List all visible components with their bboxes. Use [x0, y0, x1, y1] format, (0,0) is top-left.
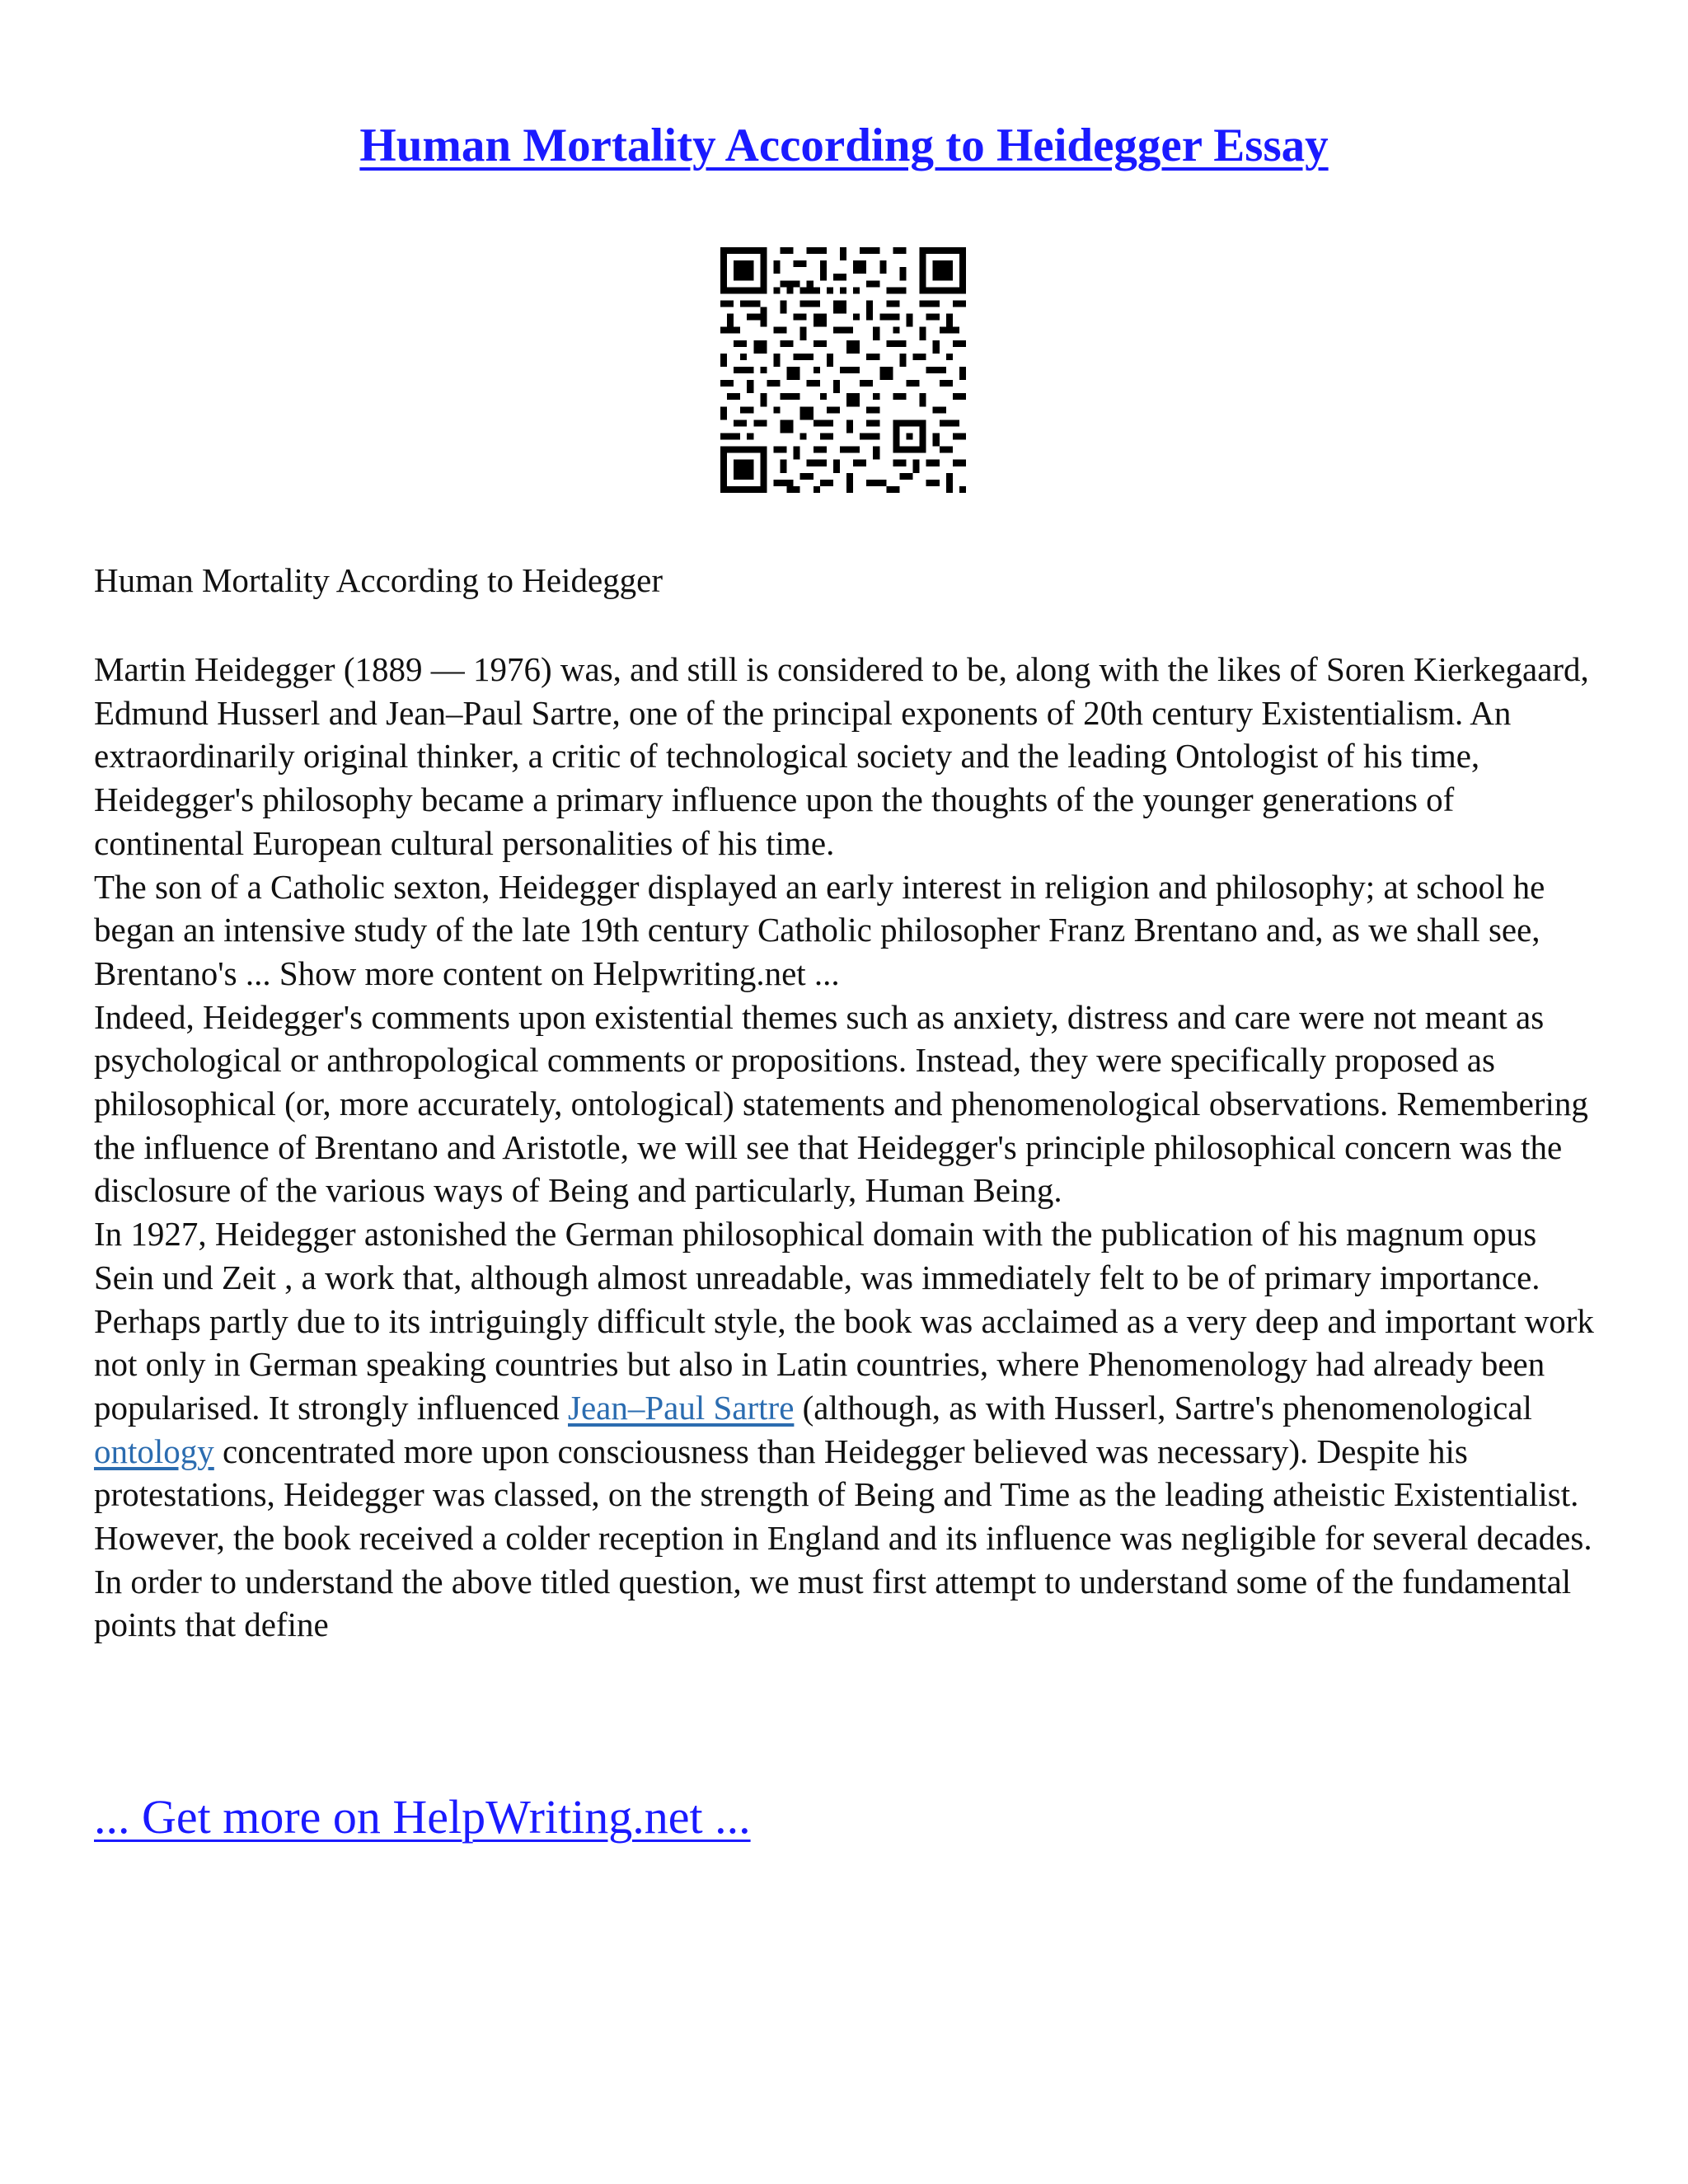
get-more-link-container: [94, 1787, 751, 1848]
paragraph-2: The son of a Catholic sexton, Heidegger displayed an early interest in religion and philosophy; at school he began an intensive study of the late 19th century Catholic philosopher Franz Brentano and, as we shall see, Brentano's ... Show more content on Helpwriting.net ...: [94, 867, 1545, 992]
document-subtitle: Human Mortality According to Heidegger: [94, 561, 663, 599]
paragraph-3: Indeed, Heidegger's comments upon existential themes such as anxiety, distress and care were not meant as psychological or anthropological comments or propositions. Instead, they were specifically proposed as philosophical (or, more accurately, ontological) statements and phenomenological observations. Remembering the influence of Brentano and Aristotle, we will see that Heidegger's principle philosophical concern was the disclosure of the various ways of Being and particularly, Human Being.: [94, 997, 1588, 1210]
paragraph-4-text-2: (although, as with Husserl, Sartre's phenomenological: [794, 1388, 1532, 1427]
page-title: [0, 115, 1688, 176]
qr-code-icon: [720, 247, 966, 493]
sartre-link[interactable]: Jean–Paul Sartre: [568, 1388, 795, 1427]
paragraph-4: [94, 1212, 1602, 1560]
get-more-link[interactable]: ... Get more on HelpWriting.net ...: [94, 1790, 751, 1844]
paragraph-4-text-3: concentrated more upon consciousness than Heidegger believed was necessary). Despite his protestations, Heidegger was classed, on the strength of Being and Time as the leading atheistic Existentialist. However, the book received a colder reception in England and its influence was negligible for several decades.: [94, 1432, 1592, 1558]
paragraph-4-text-1: In 1927, Heidegger astonished the German philosophical domain with the publication of his magnum opus Sein und Zeit , a work that, although almost unreadable, was immediately felt to be of primary importance. Perhaps partly due to its intriguingly difficult style, the book was acclaimed as a very deep and important work not only in German speaking countries but also in Latin countries, where Phenomenology had already been popularised. It strongly influenced: [94, 1215, 1594, 1427]
ontology-link[interactable]: ontology: [94, 1432, 214, 1470]
paragraph-1: Martin Heidegger (1889 — 1976) was, and still is considered to be, along with the likes of Soren Kierkegaard, Edmund Husserl and Jean–Paul Sartre, one of the principal exponents of 20th century Existentialism. An extraordinarily original thinker, a critic of technological society and the leading Ontologist of his time, Heidegger's philosophy became a primary influence upon the thoughts of the younger generations of continental European cultural personalities of his time.: [94, 650, 1589, 862]
essay-body: [94, 648, 1602, 1647]
title-link[interactable]: Human Mortality According to Heidegger Essay: [359, 120, 1329, 171]
paragraph-5: In order to understand the above titled question, we must first attempt to understand some of the fundamental points that define: [94, 1562, 1572, 1644]
